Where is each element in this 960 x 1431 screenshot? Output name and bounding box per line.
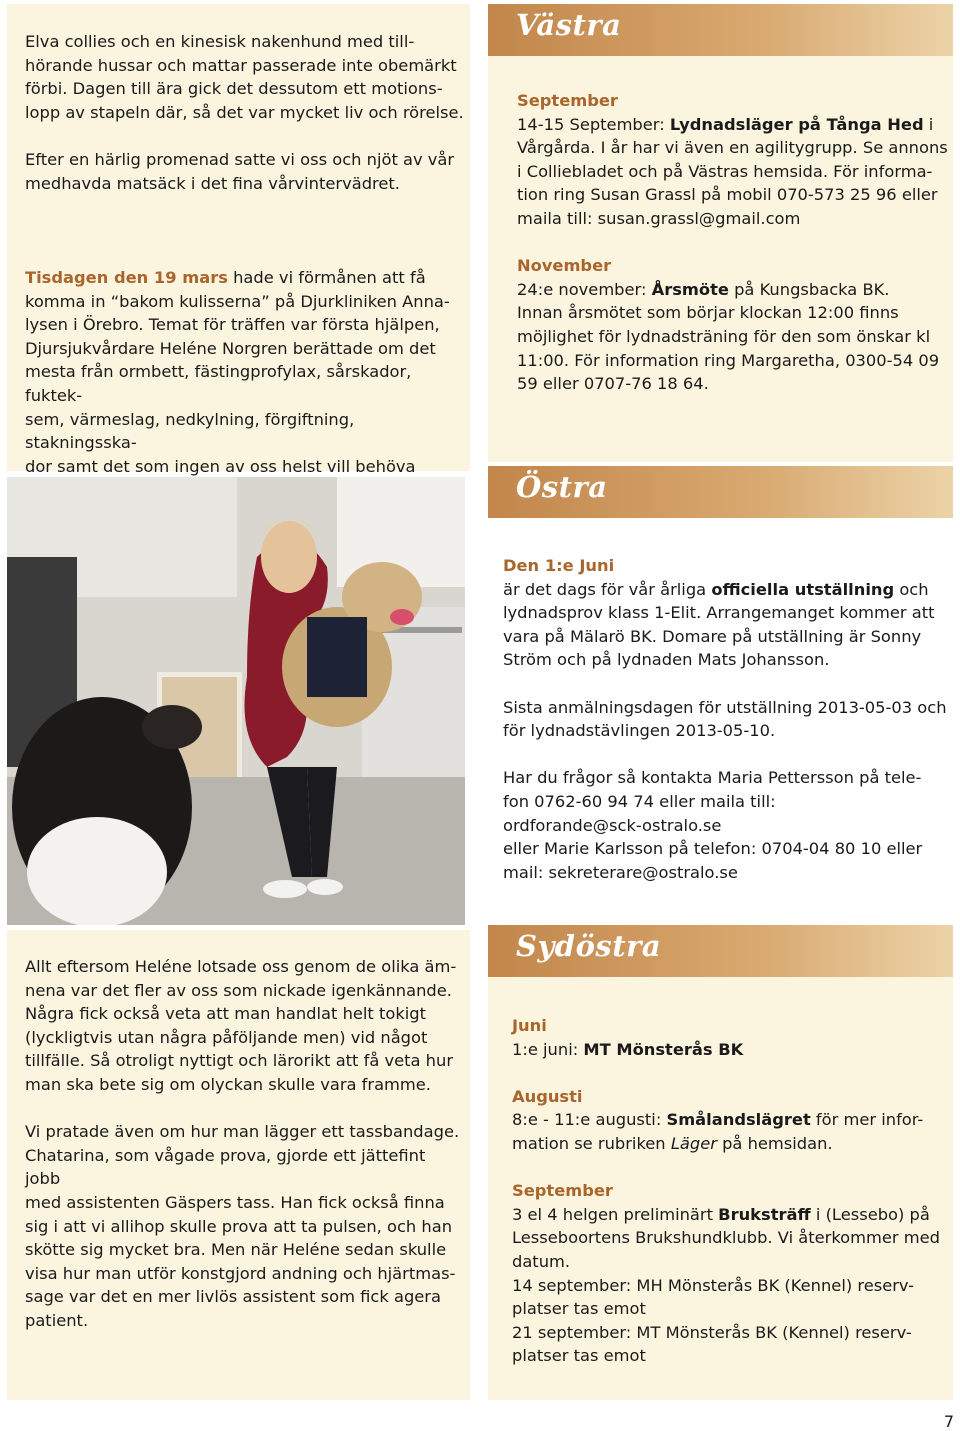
text-line: 24:e november: Årsmöte på Kungsbacka BK.	[517, 279, 890, 299]
text-line: Ström och på lydnaden Mats Johansson.	[503, 650, 830, 670]
text-line: Har du frågor så kontakta Maria Pettersson på tele-	[503, 768, 922, 788]
text-line: förbi. Dagen till ära gick det dessutom ett motions-	[25, 79, 443, 99]
text-line: Innan årsmötet som börjar klockan 12:00 finns	[517, 303, 899, 323]
page-number: 7	[943, 1412, 954, 1431]
text-line: 14 september: MH Mönsterås BK (Kennel) reserv-	[512, 1275, 914, 1295]
text-line: nena var det fler av oss som nickade igenkännande.	[25, 980, 452, 1000]
photo-vet-clinic	[7, 477, 465, 925]
month-heading: September	[512, 1181, 613, 1201]
text-line: Lesseboortens Brukshundklubb. Vi återkommer med	[512, 1228, 940, 1248]
text-line: 8:e - 11:e augusti: Smålandslägret för mer infor-	[512, 1110, 924, 1130]
section-header-vastra	[488, 4, 953, 56]
vastra-text	[517, 89, 949, 396]
date-highlight: Tisdagen den 19 mars	[25, 267, 228, 287]
text-line: tion ring Susan Grassl på mobil 070-573 25 96 eller	[517, 185, 938, 205]
text-line: Vi pratade även om hur man lägger ett tassbandage.	[25, 1122, 460, 1142]
text-line: (lyckligtvis utan några påföljande men) vid något	[25, 1027, 428, 1047]
text-line: 14-15 September: Lydnadsläger på Tånga Hed i	[517, 114, 934, 134]
text-line: hörande hussar och mattar passerade inte obemärkt	[25, 55, 457, 75]
text-line: 11:00. För information ring Margaretha, 0300-54 09	[517, 350, 940, 370]
text-line: tillfälle. Så otroligt nyttigt och lärorikt att få veta hur	[25, 1051, 454, 1071]
text-line: mation se rubriken Läger på hemsidan.	[512, 1133, 833, 1153]
text-line: dor samt det som ingen av oss helst vill behöva	[25, 456, 416, 476]
text-line: för lydnadstävlingen 2013-05-10.	[503, 721, 776, 741]
text-line: är det dags för vår årliga officiella utställning och	[503, 579, 929, 599]
section-title: Sydöstra	[516, 929, 662, 963]
text-line: skötte sig mycket bra. Men när Heléne sedan skulle	[25, 1240, 447, 1260]
text-line: sem, värmeslag, nedkylning, förgiftning, stakningsska-	[25, 409, 355, 453]
month-heading: September	[517, 91, 618, 110]
section-header-sydostra	[488, 925, 953, 977]
text-line: möjlighet för lydnadsträning för den som önskar kl	[517, 326, 931, 346]
text-line: lysen i Örebro. Temat för träffen var första hjälpen,	[25, 315, 440, 335]
text-line: platser tas emot	[512, 1299, 646, 1319]
month-heading: Augusti	[512, 1086, 583, 1106]
text-line: Chatarina, som vågade prova, gjorde ett jättefint jobb	[25, 1145, 426, 1189]
text-line: vara på Mälarö BK. Domare på utställning är Sonny	[503, 626, 922, 646]
text-line: 59 eller 0707-76 18 64.	[517, 374, 709, 394]
text-line: med assistenten Gäspers tass. Han fick också finna	[25, 1192, 445, 1212]
section-header-ostra	[488, 466, 953, 518]
text-line: Djursjukvårdare Heléne Norgren berättade om det	[25, 338, 436, 358]
text-line: Några fick också veta att man handlat helt tokigt	[25, 1004, 427, 1024]
text-line: komma in “bakom kulisserna” på Djurkliniken Anna-	[25, 291, 450, 311]
text-line: Elva collies och en kinesisk nakenhund med till-	[25, 32, 415, 51]
text-line: mail: sekreterare@ostralo.se	[503, 862, 738, 882]
text-line: 3 el 4 helgen preliminärt Bruksträff i (Lessebo) på	[512, 1204, 930, 1224]
text-line: Allt eftersom Heléne lotsade oss genom de olika äm-	[25, 957, 457, 976]
section-title: Östra	[516, 470, 608, 504]
text-line: lydnadsprov klass 1-Elit. Arrangemanget kommer att	[503, 603, 935, 623]
section-title: Västra	[516, 8, 622, 42]
text-line: visa hur man utför konstgjord andning och hjärtmas-	[25, 1263, 456, 1283]
text-line: platser tas emot	[512, 1346, 646, 1366]
text-line: Sista anmälningsdagen för utställning 2013-05-03 och	[503, 697, 947, 717]
date-heading: Den 1:e Juni	[503, 556, 615, 575]
sydostra-text	[512, 1014, 950, 1368]
text-line: eller Marie Karlsson på telefon: 0704-04 80 10 eller	[503, 839, 923, 859]
text-line: mesta från ormbett, fästingprofylax, sårskador, fuktek-	[25, 362, 412, 405]
text-line: sage var det en mer livlös assistent som fick agera	[25, 1287, 441, 1307]
text-line: Vårgårda. I år har vi även en agilitygrupp. Se annons	[517, 138, 948, 158]
month-heading: Juni	[512, 1016, 547, 1035]
month-heading: November	[517, 256, 612, 276]
left-top-text	[25, 30, 465, 525]
text-line: sig i att vi allihop skulle prova att ta pulsen, och han	[25, 1216, 453, 1236]
ostra-text	[503, 554, 949, 884]
text-line: maila till: susan.grassl@gmail.com	[517, 208, 801, 228]
left-bottom-text	[25, 955, 465, 1333]
text-line: fon 0762-60 94 74 eller maila till:	[503, 791, 776, 811]
text-line: 21 september: MT Mönsterås BK (Kennel) reserv-	[512, 1322, 912, 1342]
text-line: datum.	[512, 1251, 571, 1271]
text-line: man ska bete sig om olyckan skulle vara framme.	[25, 1074, 431, 1094]
text-line: Efter en härlig promenad satte vi oss och njöt av vår	[25, 149, 455, 169]
text-line: i Colliebladet och på Västras hemsida. För informa-	[517, 161, 933, 181]
text-line: Tisdagen den 19 mars hade vi förmånen att få	[25, 267, 426, 287]
text-line: lopp av stapeln där, så det var mycket liv och rörelse.	[25, 102, 464, 122]
text-line: medhavda matsäck i det fina vårvintervädret.	[25, 173, 400, 193]
text-line: patient.	[25, 1310, 89, 1330]
email-link[interactable]: ordforande@sck-ostralo.se	[503, 815, 722, 835]
text-line: 1:e juni: MT Mönsterås BK	[512, 1039, 744, 1059]
